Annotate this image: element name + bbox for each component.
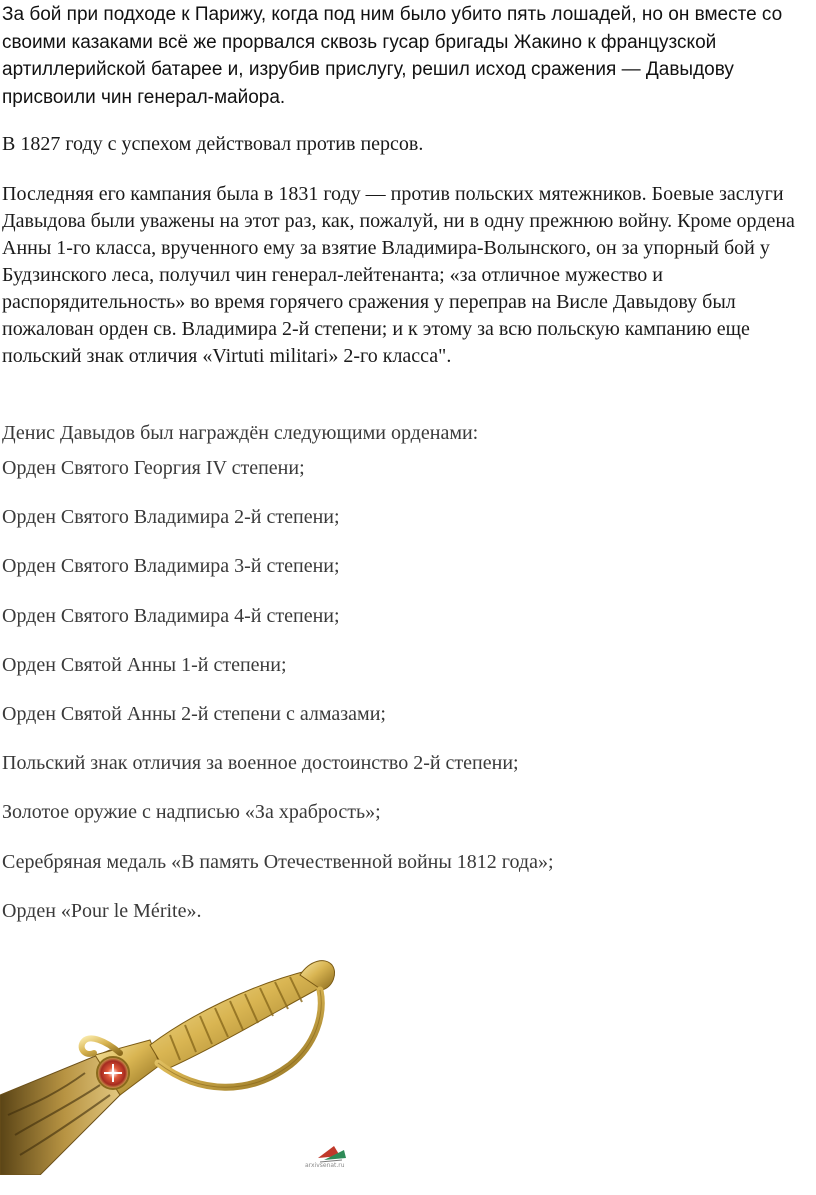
- awards-intro: Денис Давыдов был награждён следующими орденами:: [2, 422, 479, 444]
- intro-paragraph: За бой при подходе к Парижу, когда под ним было убито пять лошадей, но он вместе со своими казаками всё же прорвался сквозь гусар бригады Жакино к французской артиллерийской батарее и, изрубив прислугу, решил исход сражения — Давыдову присвоили чин генерал-майора.: [2, 4, 783, 108]
- watermark-logo-icon: [300, 1136, 360, 1176]
- list-item-award: Польский знак отличия за военное достоинство 2-й степени;: [2, 752, 519, 775]
- paragraph-1831-campaign: Последняя его кампания была в 1831 году — против польских мятежников. Боевые заслуги Давыдова были уважены на этот раз, как, пожалуй, ни в одну прежнюю войну. Кроме ордена Анны 1-го класса, врученного ему за взятие Владимира-Волынского, он за упорный бой у Будзинского леса, получил чин генерал-лейтенанта; «за отличное мужество и распорядительность» во время горячего сражения у переправ на Висле Давыдову был пожалован орден св. Владимира 2-й степени; и к этому за всю польскую кампанию еще польский знак отличия «Virtuti militari» 2-го класса".: [2, 183, 795, 367]
- watermark-text: arxivsenat.ru: [305, 1162, 345, 1169]
- list-item-award: Орден Святого Георгия IV степени;: [2, 457, 305, 479]
- list-item-award: Орден Святого Владимира 3-й степени;: [2, 555, 340, 578]
- list-item-award: Орден Святого Владимира 2-й степени;: [2, 506, 340, 529]
- list-item-award: Орден Святой Анны 2-й степени с алмазами;: [2, 702, 386, 725]
- awards-list: [2, 455, 554, 947]
- paragraph-1827: В 1827 году с успехом действовал против персов.: [2, 133, 424, 155]
- list-item-award: Золотое оружие с надписью «За храбрость»;: [2, 801, 381, 824]
- list-item-award: Орден Святой Анны 1-й степени;: [2, 653, 287, 676]
- list-item-award: Орден «Pour le Mérite».: [2, 899, 202, 922]
- list-item-award: Орден Святого Владимира 4-й степени;: [2, 604, 340, 627]
- list-item-award: Серебряная медаль «В память Отечественной войны 1812 года»;: [2, 850, 554, 873]
